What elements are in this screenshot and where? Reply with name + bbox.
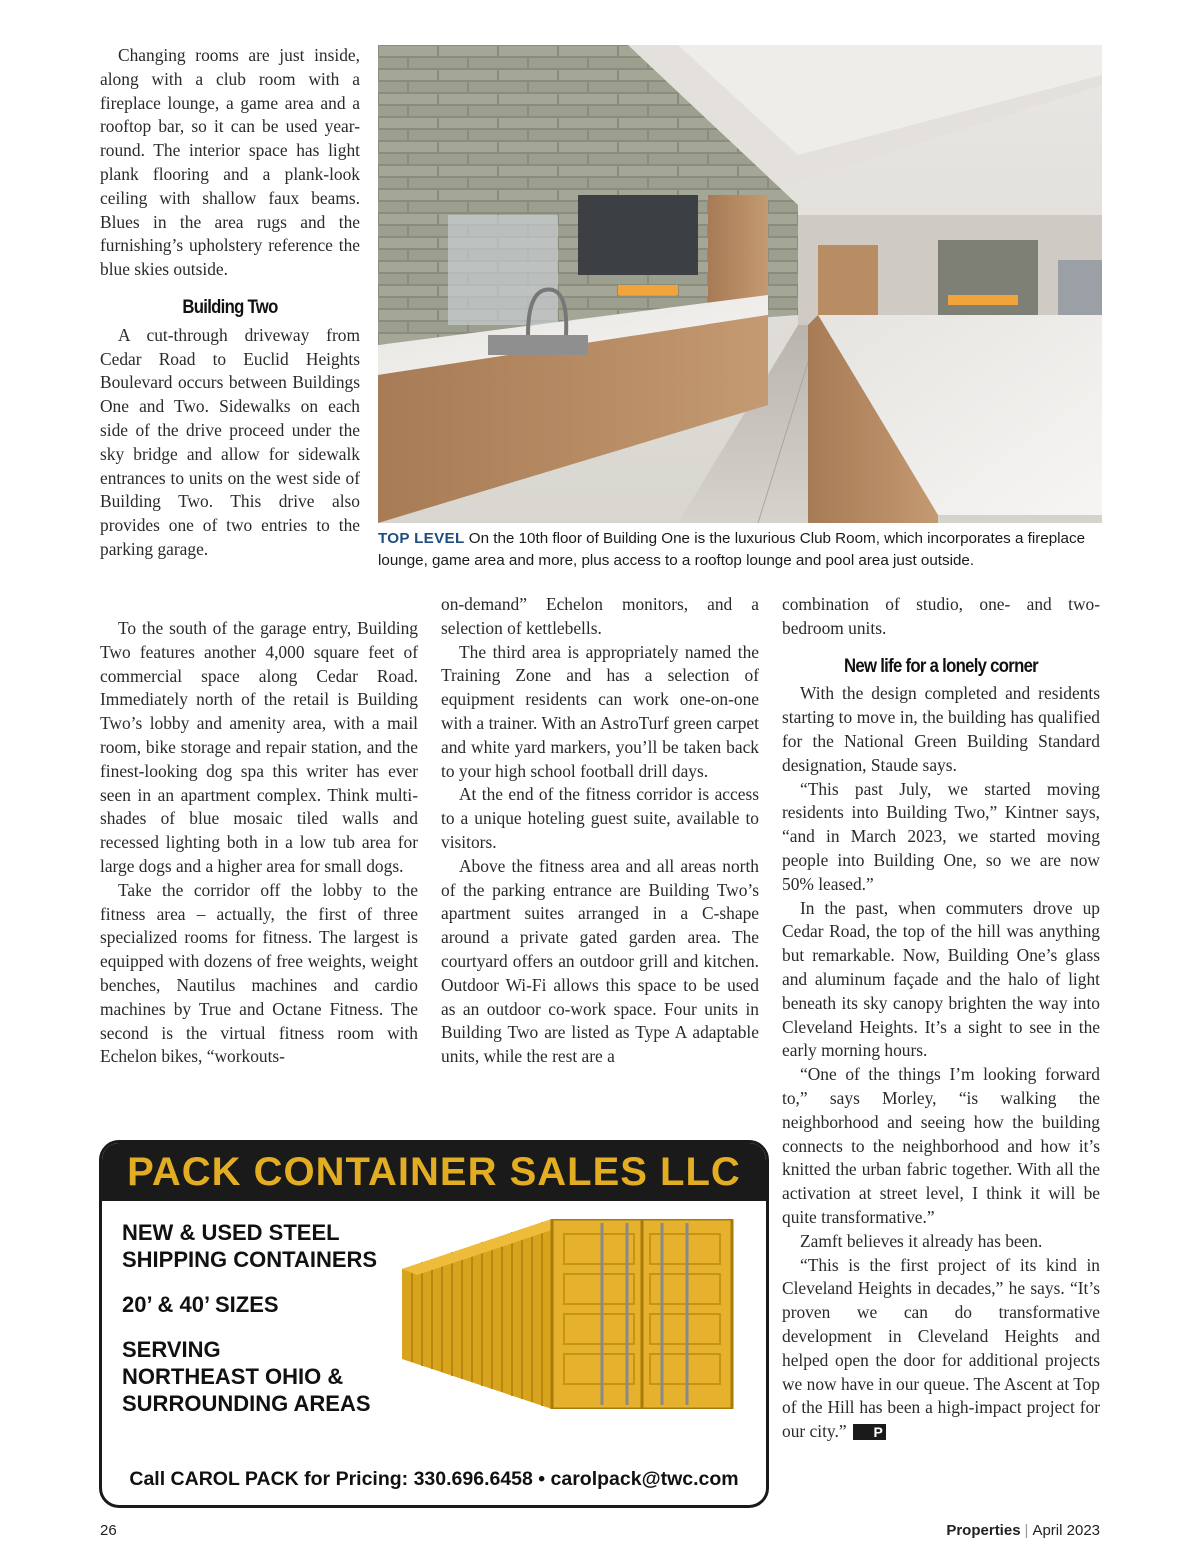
paragraph: “This past July, we started moving residents into Building Two,” Kintner says, “and in March 2023, we started moving people into Building One, so we are now 50% leased.” [782,778,1100,894]
photo-caption [378,528,1106,572]
ad-line: NEW & USED STEEL [122,1220,340,1245]
paragraph: To the south of the garage entry, Building Two features another 4,000 square feet of commercial space along Cedar Road. Immediately north of the retail is Building Two’s lobby and amenity area, with a mail room, bike storage and repair station, and the finest-looking dog spa this writer has ever seen in an apartment complex. Think multi-shades of blue mosaic tiled walls and recessed lighting both in a low tub area for large dogs and a higher area for small dogs. [100,618,418,876]
ad-header [102,1143,766,1201]
magazine-name: Properties [946,1522,1021,1539]
section-heading: New life for a lonely corner [843,655,1038,677]
section-heading: Building Two [182,296,278,318]
club-room-photo [378,45,1102,523]
ad-line: NORTHEAST OHIO & [122,1364,344,1389]
paragraph: “One of the things I’m looking forward to,” says Morley, “is walking the neighborhood and seeing how the building connects to the neighborhood and how it’s knitted the urban fabric together. With all the activation at street level, I think it will be quite transformative.” [782,1064,1100,1227]
column-1-top [100,44,360,562]
club-room-illustration [378,45,1102,523]
caption-text: On the 10th floor of Building One is the luxurious Club Room, which incorporates a fireplace lounge, game area and more, plus access to a rooftop lounge and pool area just outside. [378,530,1086,569]
ad-line: SERVING [122,1337,221,1362]
ad-line: SHIPPING CONTAINERS [122,1247,378,1272]
paragraph: Take the corridor off the lobby to the fitness area – actually, the first of three specialized rooms for fitness. The largest is equipped with dozens of free weights, weight benches, Nautilus machines and cardio machines by True and Octane Fitness. The second is the virtual fitness room with Echelon bikes, “workouts- [100,879,418,1067]
paragraph: Changing rooms are just inside, along with a club room with a fireplace lounge, a game area and a rooftop bar, so it can be used year-round. The interior space has light plank flooring and a plank-look ceiling with shallow faux beams. Blues in the area rugs and the furnishing’s upholstery reference the blue skies outside. [100,45,360,280]
ad-contact[interactable]: Call CAROL PACK for Pricing: 330.696.6458 • carolpack@twc.com [129,1468,739,1490]
ad-sizes: 20’ & 40’ SIZES [122,1292,279,1317]
paragraph: In the past, when commuters drove up Cedar Road, the top of the hill was anything but remarkable. Now, Building One’s glass and aluminum façade and the halo of light beneath its sky canopy brighten the way into Cleveland Heights. It’s a sight to see in the early morning hours. [782,897,1100,1061]
folio-separator: | [1024,1522,1029,1539]
paragraph: At the end of the fitness corridor is access to a unique hoteling guest suite, available to visitors. [441,784,759,852]
folio [946,1522,1100,1539]
paragraph-text: “This is the first project of its kind in Cleveland Heights in decades,” he says. “It’s proven we can do transformative development in Cleveland Heights and helped open the door for additional projects we now have in our queue. The Ascent at Top of the Hill has been a high-impact project for our city.” [782,1254,1100,1442]
paragraph: With the design completed and residents starting to move in, the building has qualified for the National Green Building Standard designation, Staude says. [782,683,1100,775]
paragraph: The third area is appropriately named the Training Zone and has a selection of equipment residents can work one-on-one with a trainer. With an AstroTurf green carpet and white yard markers, you’ll be taken back to your high school football drill days. [441,641,759,781]
advertisement[interactable] [99,1140,769,1508]
column-1-bottom [100,617,418,1069]
ad-line: SURROUNDING AREAS [122,1391,371,1416]
paragraph: Above the fitness area and all areas north of the parking entrance are Building Two’s apartment suites arranged in a C-shape around a private gated garden area. The courtyard offers an outdoor grill and kitchen. Outdoor Wi-Fi allows this space to be used as an outdoor co-work space. Four units in Building Two are listed as Type A adaptable units, while the rest are a [441,855,759,1067]
paragraph [782,1254,1100,1444]
shipping-container-icon [402,1219,742,1409]
ad-title: PACK CONTAINER SALES LLC [127,1149,741,1194]
issue-date: April 2023 [1032,1522,1100,1539]
end-mark-icon: P [853,1424,886,1440]
caption-lead: TOP LEVEL [378,530,465,547]
paragraph: combination of studio, one- and two-bedroom units. [782,594,1100,638]
column-2 [441,593,759,1069]
page-number: 26 [100,1522,117,1539]
paragraph: Zamft believes it already has been. [800,1230,1043,1251]
paragraph: A cut-through driveway from Cedar Road to Euclid Heights Boulevard occurs between Buildings One and Two. Sidewalks on each side of the drive proceed under the sky bridge and allow for sidewalk entrances to units on the west side of Building Two. This drive also provides one of two entries to the parking garage. [100,324,360,559]
paragraph: on-demand” Echelon monitors, and a selection of kettlebells. [441,594,759,638]
column-3 [782,593,1100,1444]
